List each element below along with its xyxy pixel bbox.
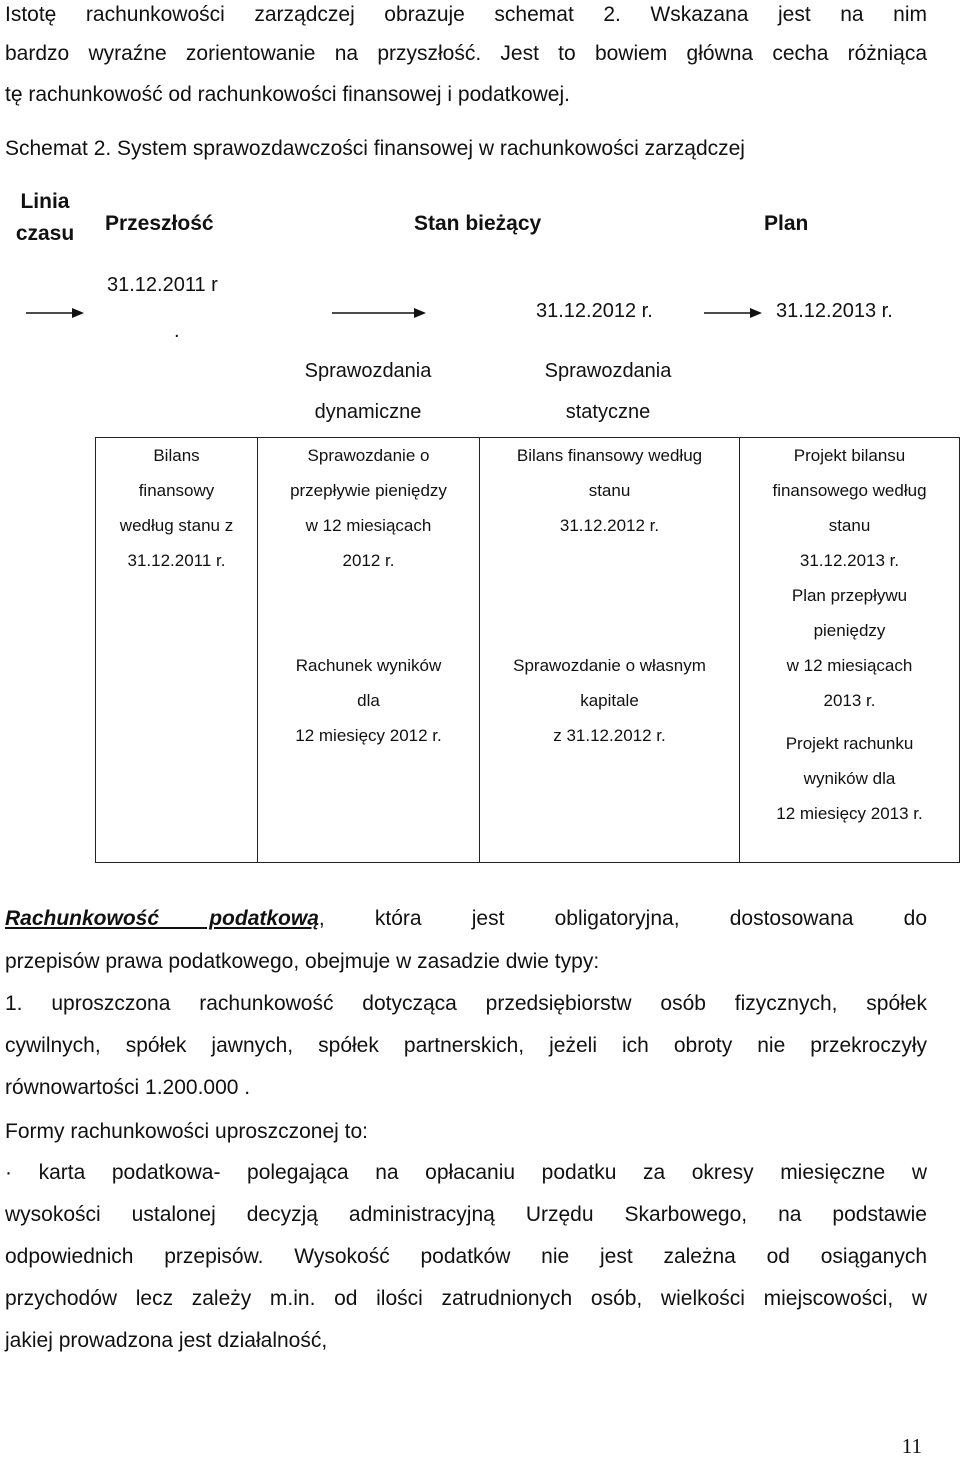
schema-table [95, 437, 960, 863]
body-p1-lead: Rachunkowość podatkową [5, 907, 319, 930]
col-plan [740, 438, 960, 863]
schema-caption: Schemat 2. System sprawozdawczości finansowej w rachunkowości zarządczej [5, 137, 745, 160]
col4-b-line: w 12 miesiącach [786, 656, 913, 675]
timeline-arrow-3 [704, 306, 764, 320]
col2-top-line: Sprawozdanie o [307, 446, 430, 465]
timeline-label-line1: Linia [20, 190, 70, 213]
col4-a-line: stanu [828, 516, 871, 535]
col-dynamic [258, 438, 480, 863]
col1-line: 31.12.2011 r. [127, 551, 226, 570]
page-number: 11 [901, 1434, 922, 1458]
col4-a-line: 31.12.2013 r. [799, 551, 900, 570]
col2-bottom-line: Rachunek wyników [295, 656, 442, 675]
report-type-dynamic [268, 351, 468, 433]
col4-a-line: finansowego według [772, 481, 927, 500]
intro-line-1: Istotę rachunkowości zarządczej obrazuje schemat 2. Wskazana jest na nim [5, 3, 927, 26]
header-current: Stan bieżący [414, 212, 542, 235]
body-p4-line3: odpowiednich przepisów. Wysokość podatków nie jest zależna od osiąganych [5, 1245, 927, 1268]
timeline-label [4, 188, 86, 248]
col2-bottom-line: dla [357, 691, 380, 710]
col4-c-line: wyników dla [803, 769, 896, 788]
col3-top-line: Bilans finansowy według [516, 446, 703, 465]
body-p4-line1: · karta podatkowa- polegająca na opłacaniu podatku za okresy miesięczne w [5, 1161, 927, 1184]
col2-top-line: w 12 miesiącach [305, 516, 432, 535]
col4-b-line: pieniędzy [813, 621, 886, 640]
body-p1-rest: , która jest obligatoryjna, dostosowana do [318, 907, 927, 930]
timeline-arrow-2 [332, 306, 428, 320]
body-p2-line2: cywilnych, spółek jawnych, spółek partnerskich, jeżeli ich obroty nie przekroczyły [5, 1034, 927, 1057]
col1-line: według stanu z [119, 516, 234, 535]
col4-b-line: Plan przepływu [791, 586, 908, 605]
col4-c-line: 12 miesięcy 2013 r. [776, 804, 923, 823]
col2-top-line: przepływie pieniędzy [290, 481, 447, 500]
col4-b-line: 2013 r. [823, 691, 876, 710]
timeline-label-line2: czasu [15, 222, 75, 245]
col-static [480, 438, 740, 863]
header-past: Przeszłość [105, 212, 214, 235]
col3-top-line: 31.12.2012 r. [559, 516, 660, 535]
col4-a-line: Projekt bilansu [793, 446, 906, 465]
col2-bottom-line: 12 miesięcy 2012 r. [295, 726, 442, 745]
header-plan: Plan [764, 212, 809, 235]
date-2011: 31.12.2011 r [107, 274, 218, 296]
col1-line: finansowy [138, 481, 215, 500]
body-p4-line5: jakiej prowadzona jest działalność, [5, 1329, 328, 1352]
col4-c-line: Projekt rachunku [785, 734, 914, 753]
report-type-static-line1: Sprawozdania [544, 360, 672, 382]
timeline-arrow-1 [26, 306, 86, 320]
body-p1-line1 [5, 904, 927, 934]
intro-line-3: tę rachunkowość od rachunkowości finansowej i podatkowej. [5, 83, 570, 106]
report-type-dynamic-line1: Sprawozdania [304, 360, 432, 382]
body-p4-line4: przychodów lecz zależy m.in. od ilości zatrudnionych osób, wielkości miejscowości, w [5, 1287, 927, 1310]
report-type-static-line2: statyczne [565, 401, 651, 423]
body-p3: Formy rachunkowości uproszczonej to: [5, 1120, 368, 1143]
body-p4-line2: wysokości ustalonej decyzją administracyjną Urzędu Skarbowego, na podstawie [5, 1203, 927, 1226]
date-2013: 31.12.2013 r. [776, 300, 893, 322]
col3-bottom-line: z 31.12.2012 r. [553, 726, 666, 745]
body-p2-line3: równowartości 1.200.000 . [5, 1076, 251, 1099]
date-2011-dot: . [174, 320, 180, 342]
col-past [96, 438, 258, 863]
report-type-dynamic-line2: dynamiczne [314, 401, 422, 423]
col1-line: Bilans [153, 446, 200, 465]
col2-top-line: 2012 r. [342, 551, 395, 570]
intro-line-2: bardzo wyraźne zorientowanie na przyszłość. Jest to bowiem główna cecha różniąca [5, 42, 927, 65]
col3-bottom-line: Sprawozdanie o własnym [513, 656, 706, 675]
report-type-static [508, 351, 708, 433]
date-2012: 31.12.2012 r. [536, 300, 653, 322]
col3-bottom-line: kapitale [580, 691, 639, 710]
col3-top-line: stanu [588, 481, 631, 500]
body-p2-line1: 1. uproszczona rachunkowość dotycząca przedsiębiorstw osób fizycznych, spółek [5, 992, 927, 1015]
body-p1-line2: przepisów prawa podatkowego, obejmuje w zasadzie dwie typy: [5, 950, 600, 973]
